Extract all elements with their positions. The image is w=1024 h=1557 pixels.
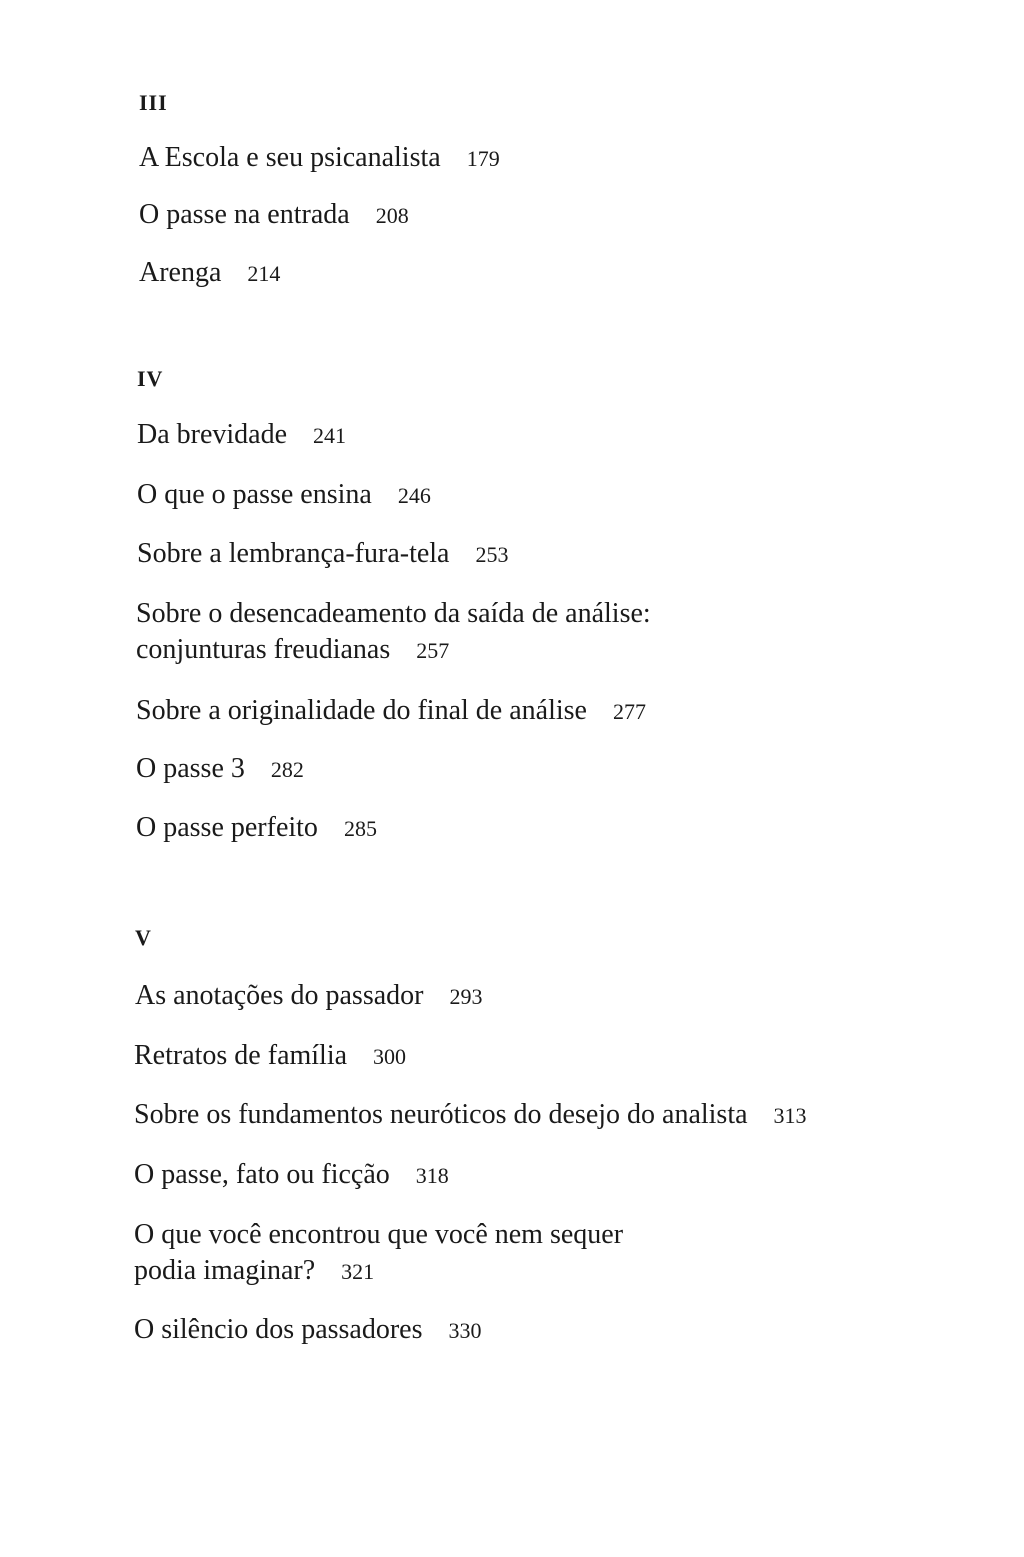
toc-entry-title: O passe na entrada	[139, 199, 350, 230]
toc-entry-page: 318	[415, 1163, 449, 1188]
toc-entry-title: A Escola e seu psicanalista	[139, 142, 441, 173]
toc-entry-page: 179	[466, 146, 500, 171]
toc-entry-title: As anotações do passador	[135, 980, 424, 1011]
toc-entry	[134, 1217, 623, 1290]
toc-entry	[139, 197, 409, 234]
toc-entry-title: Retratos de família	[134, 1040, 348, 1071]
section-heading-iii: III	[139, 90, 168, 115]
toc-entry	[139, 255, 280, 292]
toc-entry-page: 253	[475, 542, 509, 567]
toc-entry	[134, 1097, 807, 1134]
section-heading-iv: IV	[137, 366, 164, 391]
toc-entry-page: 313	[773, 1103, 807, 1128]
toc-entry-title: Da brevidade	[137, 419, 288, 450]
toc-entry	[137, 417, 346, 454]
toc-entry	[139, 140, 500, 177]
toc-entry	[135, 978, 482, 1015]
toc-entry-title: O que o passe ensina	[137, 479, 372, 510]
toc-entry-title-line-1: Sobre o desencadeamento da saída de análise:	[136, 598, 651, 629]
toc-entry-page: 241	[313, 423, 347, 448]
toc-entry-title: conjunturas freudianas	[136, 634, 391, 665]
toc-entry-title: Arenga	[139, 257, 222, 288]
toc-entry-title: podia imaginar?	[134, 1255, 316, 1286]
toc-entry	[134, 1038, 406, 1075]
toc-entry-title: O passe perfeito	[136, 812, 318, 843]
toc-entry-page: 330	[448, 1318, 482, 1343]
toc-entry	[137, 536, 508, 573]
toc-entry-page: 277	[612, 699, 646, 724]
toc-entry	[134, 1312, 482, 1349]
toc-entry-title-line-1: O que você encontrou que você nem sequer	[134, 1219, 624, 1250]
toc-entry	[134, 1157, 449, 1194]
toc-entry	[136, 751, 304, 788]
toc-entry-title: O silêncio dos passadores	[134, 1314, 423, 1345]
toc-entry	[136, 596, 651, 669]
toc-entry	[136, 810, 377, 847]
toc-entry-page: 300	[373, 1044, 407, 1069]
toc-entry-page: 214	[247, 261, 281, 286]
toc-entry-page: 285	[343, 816, 377, 841]
toc-entry-page: 282	[270, 757, 304, 782]
section-heading-v: V	[135, 925, 152, 950]
toc-entry-page: 246	[397, 483, 431, 508]
toc-entry-page: 257	[416, 638, 450, 663]
toc-entry-page: 293	[449, 984, 483, 1009]
toc-entry-page: 208	[375, 203, 409, 228]
toc-entry	[136, 693, 646, 730]
toc-entry-page: 321	[341, 1259, 375, 1284]
toc-entry-title: O passe, fato ou ficção	[134, 1159, 390, 1190]
toc-entry-title: O passe 3	[136, 753, 245, 784]
toc-entry	[137, 477, 431, 514]
toc-entry-title: Sobre a originalidade do final de análise	[136, 695, 587, 726]
toc-entry-title: Sobre os fundamentos neuróticos do desejo do analista	[134, 1099, 748, 1130]
toc-entry-title: Sobre a lembrança-fura-tela	[137, 538, 450, 569]
